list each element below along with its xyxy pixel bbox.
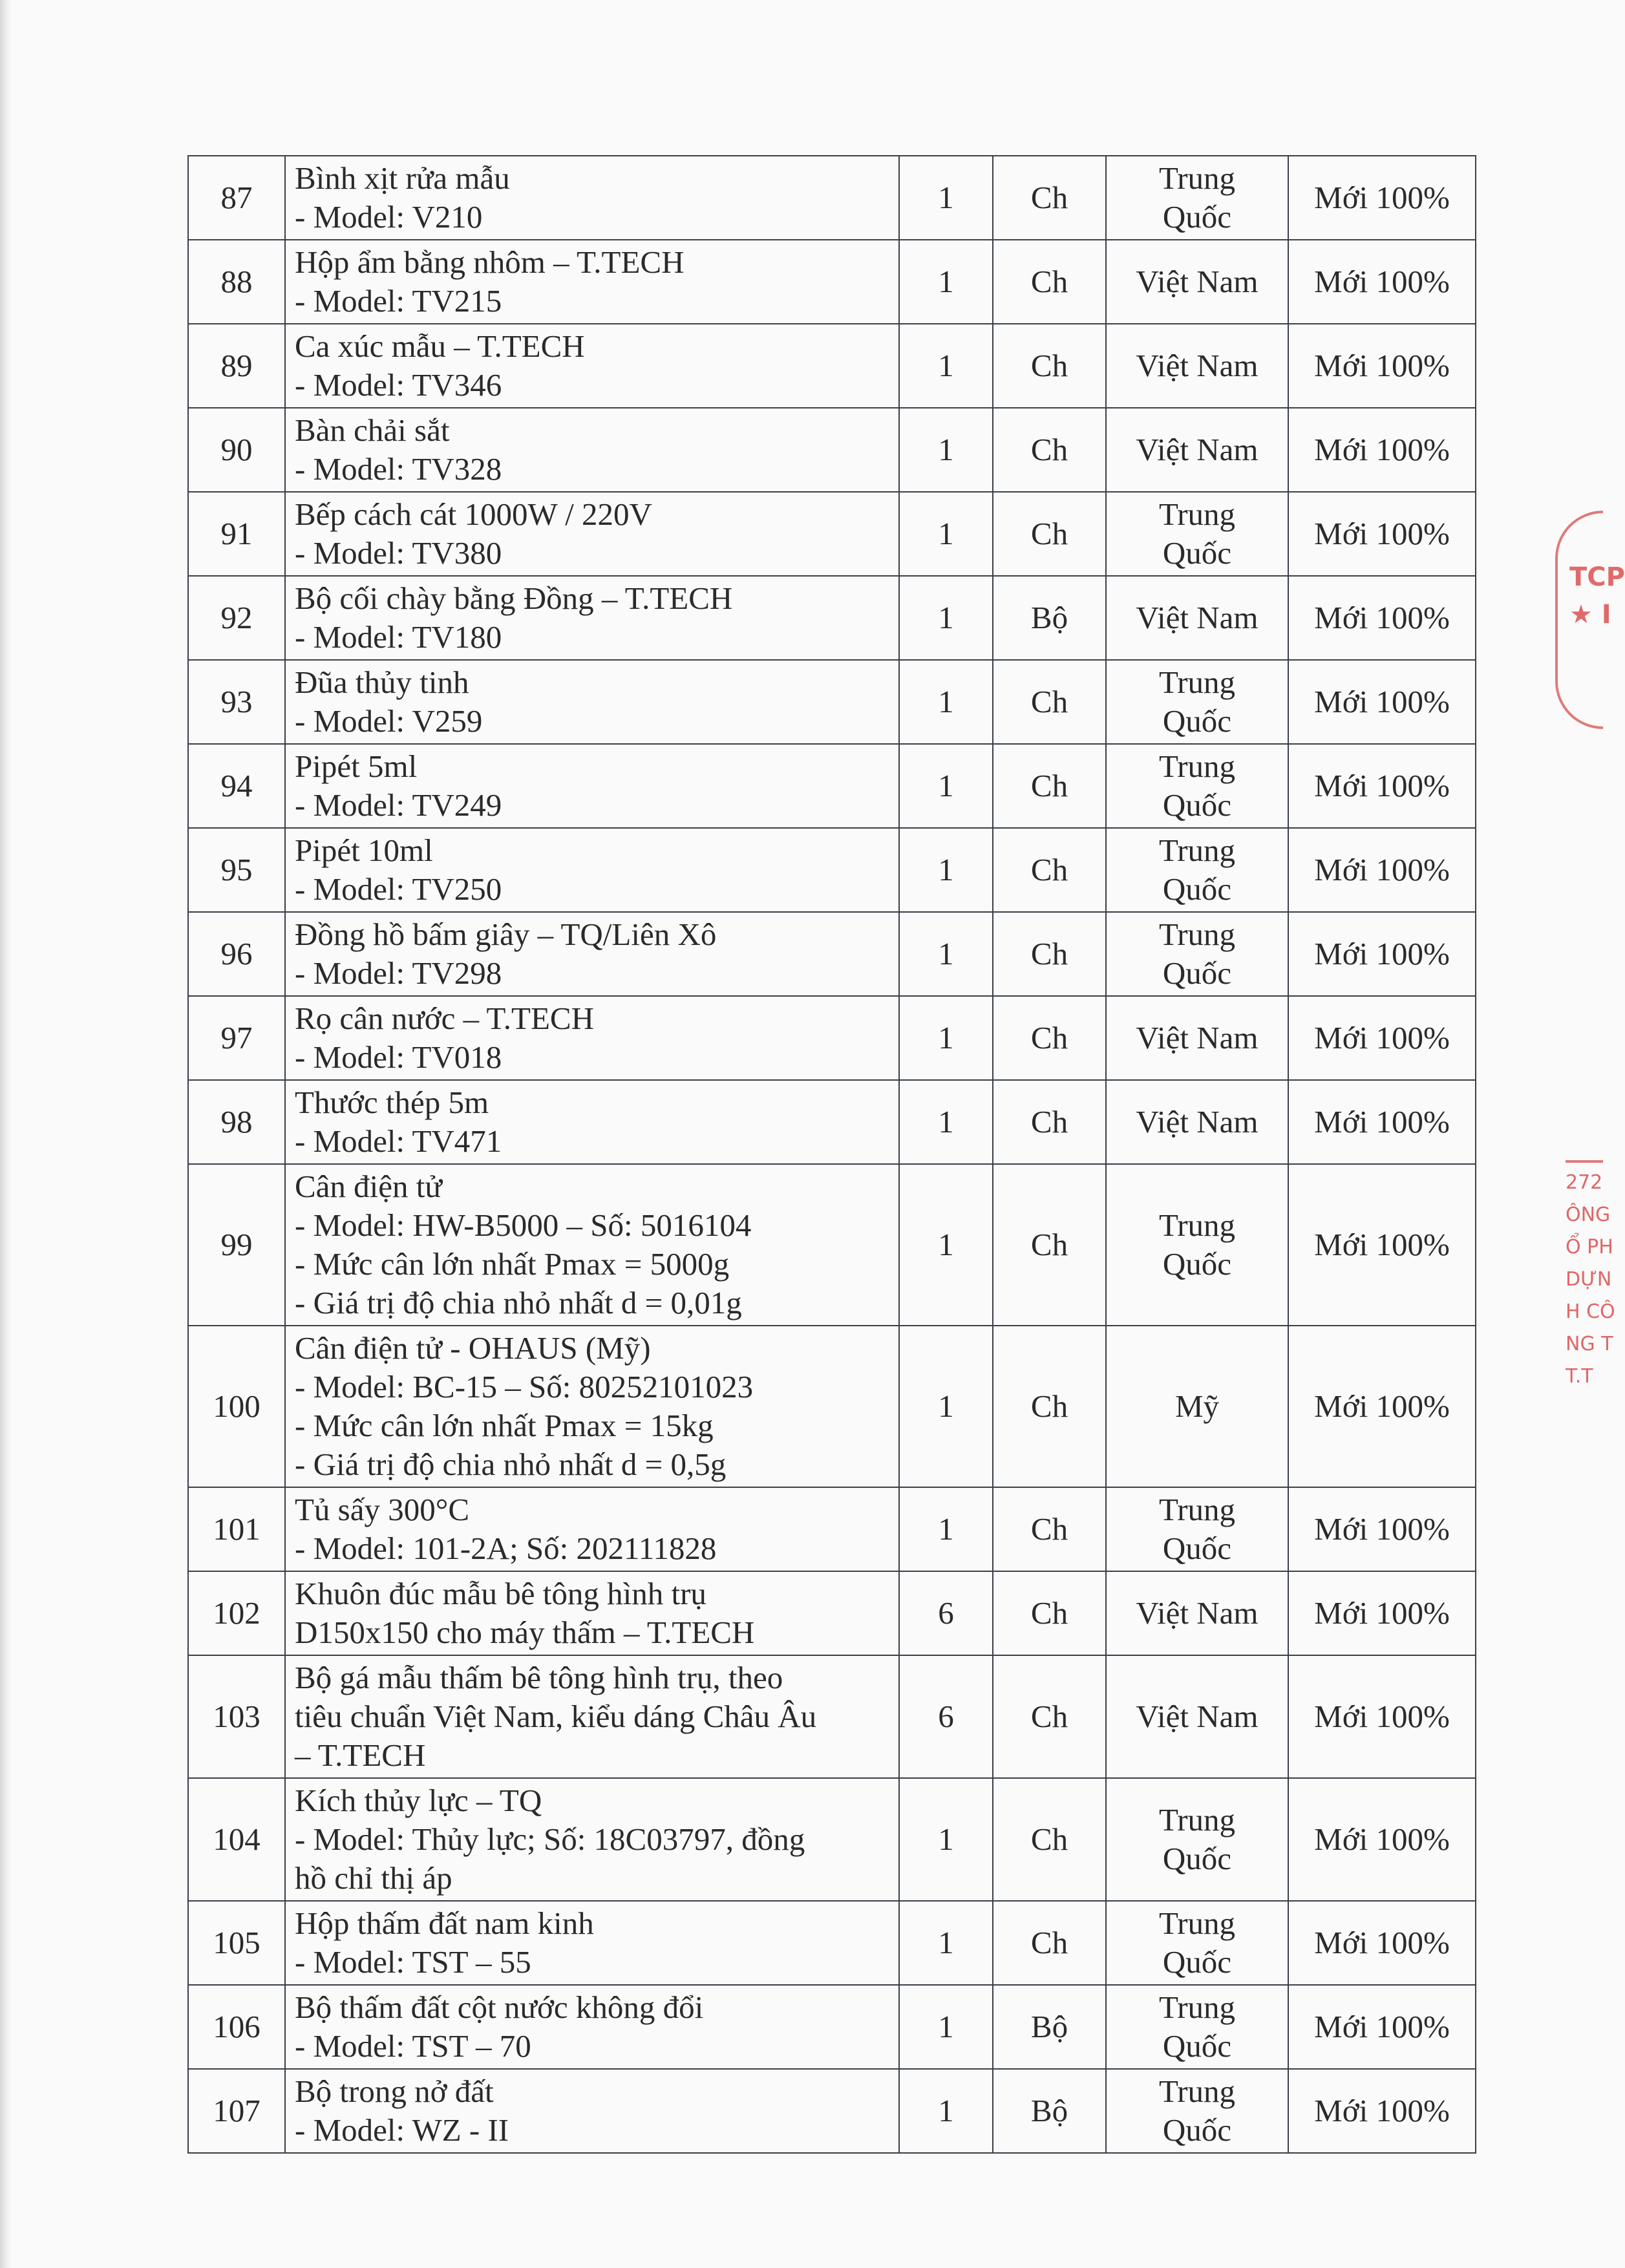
unit: Ch <box>993 1164 1106 1326</box>
item-name-line: - Model: TV298 <box>295 955 502 991</box>
condition: Mới 100% <box>1288 660 1476 744</box>
origin <box>1106 1487 1288 1571</box>
origin-line: Trung <box>1158 917 1236 952</box>
item-name-line: - Model: TV249 <box>295 787 502 823</box>
item-name-line: Hộp ẩm bằng nhôm – T.TECH <box>295 244 685 280</box>
item-name-line: Cân điện tử <box>295 1169 442 1204</box>
table-row <box>188 1571 1476 1655</box>
origin-line: Trung <box>1158 2073 1236 2109</box>
quantity: 1 <box>899 1985 993 2069</box>
origin-line: Quốc <box>1162 787 1232 823</box>
origin-line: Quốc <box>1162 2028 1232 2064</box>
item-name-line: Bộ gá mẫu thấm bê tông hình trụ, theo <box>295 1660 783 1695</box>
item-name-line: Tủ sấy 300°C <box>295 1492 470 1527</box>
table-row <box>188 1080 1476 1164</box>
item-name <box>285 1487 899 1571</box>
item-name <box>285 660 899 744</box>
table-row <box>188 1655 1476 1778</box>
row-number: 101 <box>188 1487 285 1571</box>
origin-line: Quốc <box>1162 1246 1232 1282</box>
origin-line: Quốc <box>1162 955 1232 991</box>
item-name-line: Pipét 5ml <box>295 748 418 784</box>
unit: Ch <box>993 1571 1106 1655</box>
quantity: 6 <box>899 1655 993 1778</box>
origin <box>1106 408 1288 492</box>
condition: Mới 100% <box>1288 156 1476 240</box>
row-number: 107 <box>188 2069 285 2153</box>
condition: Mới 100% <box>1288 576 1476 660</box>
unit: Ch <box>993 156 1106 240</box>
item-name <box>285 156 899 240</box>
origin-line: Quốc <box>1162 1531 1232 1566</box>
origin <box>1106 660 1288 744</box>
origin-line: Quốc <box>1162 1841 1232 1876</box>
item-name-line: hồ chỉ thị áp <box>295 1860 452 1896</box>
origin <box>1106 1901 1288 1985</box>
origin-line: Trung <box>1158 664 1236 700</box>
condition: Mới 100% <box>1288 996 1476 1080</box>
unit: Ch <box>993 1326 1106 1487</box>
row-number: 92 <box>188 576 285 660</box>
unit: Ch <box>993 1080 1106 1164</box>
item-name-line: Hộp thấm đất nam kinh <box>295 1905 594 1941</box>
origin <box>1106 2069 1288 2153</box>
condition: Mới 100% <box>1288 1778 1476 1901</box>
origin-line: Trung <box>1158 748 1236 784</box>
condition: Mới 100% <box>1288 1985 1476 2069</box>
condition: Mới 100% <box>1288 1655 1476 1778</box>
item-name-line: Đũa thủy tinh <box>295 664 469 700</box>
item-name-line: Bộ cối chày bằng Đồng – T.TECH <box>295 580 733 616</box>
row-number: 90 <box>188 408 285 492</box>
origin-line: Trung <box>1158 832 1236 868</box>
item-name-line: - Mức cân lớn nhất Pmax = 15kg <box>295 1408 714 1443</box>
item-name-line: Bàn chải sắt <box>295 412 450 448</box>
origin <box>1106 492 1288 576</box>
row-number: 100 <box>188 1326 285 1487</box>
unit: Ch <box>993 828 1106 912</box>
item-name-line: - Model: TV328 <box>295 451 502 487</box>
unit: Ch <box>993 240 1106 324</box>
row-number: 106 <box>188 1985 285 2069</box>
table-row <box>188 1164 1476 1326</box>
origin-line: Việt Nam <box>1136 600 1259 635</box>
quantity: 1 <box>899 1778 993 1901</box>
condition: Mới 100% <box>1288 1487 1476 1571</box>
table-row <box>188 912 1476 996</box>
item-name <box>285 744 899 828</box>
stamp-line: H CÔ <box>1566 1300 1615 1323</box>
item-name-line: Bộ thấm đất cột nước không đổi <box>295 1989 704 2025</box>
item-name-line: - Model: TST – 70 <box>295 2028 531 2064</box>
item-name-line: tiêu chuẩn Việt Nam, kiểu dáng Châu Âu <box>295 1699 817 1734</box>
condition: Mới 100% <box>1288 1901 1476 1985</box>
item-name-line: Bộ trong nở đất <box>295 2073 494 2109</box>
origin-line: Trung <box>1158 1207 1236 1243</box>
item-name-line: Pipét 10ml <box>295 832 433 868</box>
stamp-line: 272 <box>1566 1171 1603 1194</box>
row-number: 91 <box>188 492 285 576</box>
quantity: 1 <box>899 1487 993 1571</box>
table-row <box>188 492 1476 576</box>
item-name <box>285 1778 899 1901</box>
unit: Ch <box>993 1487 1106 1571</box>
condition: Mới 100% <box>1288 1080 1476 1164</box>
quantity: 1 <box>899 744 993 828</box>
origin-line: Việt Nam <box>1136 348 1259 383</box>
origin-line: Việt Nam <box>1136 1020 1259 1055</box>
table-row <box>188 1326 1476 1487</box>
item-name-line: - Model: Thủy lực; Số: 18C03797, đồng <box>295 1821 805 1857</box>
origin <box>1106 1571 1288 1655</box>
unit: Ch <box>993 744 1106 828</box>
quantity: 1 <box>899 1901 993 1985</box>
table-row <box>188 324 1476 408</box>
origin-line: Trung <box>1158 160 1236 196</box>
row-number: 105 <box>188 1901 285 1985</box>
item-name <box>285 1985 899 2069</box>
unit: Ch <box>993 408 1106 492</box>
stamp-line: ÔNG <box>1566 1203 1611 1226</box>
quantity: 1 <box>899 1326 993 1487</box>
item-name-line: - Model: TST – 55 <box>295 1944 531 1980</box>
origin <box>1106 744 1288 828</box>
origin-line: Trung <box>1158 1802 1236 1838</box>
row-number: 104 <box>188 1778 285 1901</box>
unit: Bộ <box>993 2069 1106 2153</box>
origin-line: Quốc <box>1162 1944 1232 1980</box>
condition: Mới 100% <box>1288 408 1476 492</box>
condition: Mới 100% <box>1288 1571 1476 1655</box>
item-name-line: - Model: TV380 <box>295 535 502 571</box>
unit: Ch <box>993 1901 1106 1985</box>
item-name-line: – T.TECH <box>295 1737 426 1773</box>
item-name <box>285 408 899 492</box>
unit: Ch <box>993 996 1106 1080</box>
item-name-line: D150x150 cho máy thấm – T.TECH <box>295 1615 755 1650</box>
condition: Mới 100% <box>1288 828 1476 912</box>
origin-line: Trung <box>1158 1492 1236 1527</box>
origin-line: Quốc <box>1162 199 1232 235</box>
condition: Mới 100% <box>1288 1326 1476 1487</box>
origin-line: Việt Nam <box>1136 432 1259 467</box>
item-name <box>285 1326 899 1487</box>
stamp-line: DỰN <box>1566 1268 1612 1291</box>
unit: Bộ <box>993 1985 1106 2069</box>
quantity: 1 <box>899 912 993 996</box>
row-number: 89 <box>188 324 285 408</box>
origin-line: Việt Nam <box>1136 264 1259 299</box>
item-name-line: - Model: TV471 <box>295 1123 502 1159</box>
origin-line: Quốc <box>1162 535 1232 571</box>
condition: Mới 100% <box>1288 492 1476 576</box>
origin <box>1106 1164 1288 1326</box>
origin <box>1106 996 1288 1080</box>
item-name <box>285 324 899 408</box>
item-name <box>285 1080 899 1164</box>
quantity: 1 <box>899 1164 993 1326</box>
item-name-line: - Model: TV018 <box>295 1039 502 1075</box>
item-name-line: - Giá trị độ chia nhỏ nhất d = 0,5g <box>295 1447 727 1482</box>
table-row <box>188 1985 1476 2069</box>
origin <box>1106 156 1288 240</box>
quantity: 1 <box>899 492 993 576</box>
item-name-line: Bếp cách cát 1000W / 220V <box>295 496 652 532</box>
item-name-line: Rọ cân nước – T.TECH <box>295 1001 594 1036</box>
origin <box>1106 1080 1288 1164</box>
quantity: 1 <box>899 408 993 492</box>
row-number: 94 <box>188 744 285 828</box>
scan-edge <box>0 0 12 2268</box>
quantity: 1 <box>899 1080 993 1164</box>
condition: Mới 100% <box>1288 2069 1476 2153</box>
item-name-line: - Model: HW-B5000 – Số: 5016104 <box>295 1207 752 1243</box>
item-name-line: - Model: TV215 <box>295 283 502 319</box>
item-name <box>285 2069 899 2153</box>
origin <box>1106 1778 1288 1901</box>
origin-line: Trung <box>1158 496 1236 532</box>
item-name <box>285 996 899 1080</box>
quantity: 1 <box>899 660 993 744</box>
origin-line: Quốc <box>1162 2112 1232 2148</box>
origin-line: Trung <box>1158 1989 1236 2025</box>
item-name <box>285 1571 899 1655</box>
origin-line: Quốc <box>1162 871 1232 907</box>
origin-line: Việt Nam <box>1136 1104 1259 1139</box>
table-row <box>188 1778 1476 1901</box>
unit: Ch <box>993 912 1106 996</box>
red-stamp-top <box>1555 511 1625 729</box>
item-name-line: - Model: V259 <box>295 703 483 739</box>
item-name-line: - Mức cân lớn nhất Pmax = 5000g <box>295 1246 730 1282</box>
origin <box>1106 1985 1288 2069</box>
item-name <box>285 1655 899 1778</box>
item-name <box>285 912 899 996</box>
row-number: 99 <box>188 1164 285 1326</box>
table-row <box>188 828 1476 912</box>
stamp-text: TCP ★ I <box>1569 562 1625 630</box>
unit: Ch <box>993 324 1106 408</box>
red-stamp-middle <box>1566 1160 1615 1445</box>
unit: Ch <box>993 1778 1106 1901</box>
origin <box>1106 576 1288 660</box>
unit: Ch <box>993 1655 1106 1778</box>
item-name-line: Đồng hồ bấm giây – TQ/Liên Xô <box>295 917 717 952</box>
quantity: 1 <box>899 996 993 1080</box>
table-row <box>188 2069 1476 2153</box>
row-number: 93 <box>188 660 285 744</box>
item-name-line: - Model: V210 <box>295 199 483 235</box>
quantity: 1 <box>899 324 993 408</box>
row-number: 97 <box>188 996 285 1080</box>
item-name <box>285 828 899 912</box>
row-number: 88 <box>188 240 285 324</box>
origin-line: Quốc <box>1162 703 1232 739</box>
table-row <box>188 576 1476 660</box>
row-number: 87 <box>188 156 285 240</box>
condition: Mới 100% <box>1288 240 1476 324</box>
item-name-line: Cân điện tử - OHAUS (Mỹ) <box>295 1330 651 1366</box>
item-name-line: - Model: BC-15 – Số: 80252101023 <box>295 1369 754 1404</box>
item-name-line: Bình xịt rửa mẫu <box>295 160 510 196</box>
origin <box>1106 912 1288 996</box>
origin-line: Việt Nam <box>1136 1595 1259 1631</box>
unit: Ch <box>993 492 1106 576</box>
quantity: 1 <box>899 156 993 240</box>
row-number: 98 <box>188 1080 285 1164</box>
equipment-table <box>187 155 1476 2154</box>
quantity: 6 <box>899 1571 993 1655</box>
item-name-line: - Model: TV346 <box>295 367 502 403</box>
quantity: 1 <box>899 2069 993 2153</box>
item-name <box>285 576 899 660</box>
stamp-line: Ổ PH <box>1566 1236 1613 1258</box>
item-name-line: - Model: 101-2A; Số: 202111828 <box>295 1531 717 1566</box>
origin <box>1106 240 1288 324</box>
quantity: 1 <box>899 828 993 912</box>
item-name-line: Thước thép 5m <box>295 1085 489 1120</box>
quantity: 1 <box>899 240 993 324</box>
table-row <box>188 744 1476 828</box>
item-name <box>285 492 899 576</box>
row-number: 95 <box>188 828 285 912</box>
table-row <box>188 996 1476 1080</box>
stamp-line: T.T <box>1566 1365 1593 1388</box>
table-row <box>188 156 1476 240</box>
origin <box>1106 1655 1288 1778</box>
item-name <box>285 1901 899 1985</box>
origin <box>1106 324 1288 408</box>
condition: Mới 100% <box>1288 744 1476 828</box>
table-row <box>188 240 1476 324</box>
unit: Ch <box>993 660 1106 744</box>
item-name-line: - Model: TV250 <box>295 871 502 907</box>
item-name-line: - Giá trị độ chia nhỏ nhất d = 0,01g <box>295 1285 742 1320</box>
table-row <box>188 1487 1476 1571</box>
table-row <box>188 408 1476 492</box>
origin <box>1106 828 1288 912</box>
condition: Mới 100% <box>1288 912 1476 996</box>
origin-line: Trung <box>1158 1905 1236 1941</box>
item-name <box>285 240 899 324</box>
origin <box>1106 1326 1288 1487</box>
table-row <box>188 660 1476 744</box>
row-number: 102 <box>188 1571 285 1655</box>
row-number: 103 <box>188 1655 285 1778</box>
item-name-line: - Model: TV180 <box>295 619 502 655</box>
quantity: 1 <box>899 576 993 660</box>
condition: Mới 100% <box>1288 1164 1476 1326</box>
row-number: 96 <box>188 912 285 996</box>
item-name-line: Khuôn đúc mẫu bê tông hình trụ <box>295 1576 706 1611</box>
origin-line: Mỹ <box>1174 1388 1220 1424</box>
stamp-line: NG T <box>1566 1333 1613 1355</box>
condition: Mới 100% <box>1288 324 1476 408</box>
item-name <box>285 1164 899 1326</box>
origin-line: Việt Nam <box>1136 1699 1259 1734</box>
item-name-line: Ca xúc mẫu – T.TECH <box>295 328 585 364</box>
table-row <box>188 1901 1476 1985</box>
item-name-line: Kích thủy lực – TQ <box>295 1783 542 1818</box>
item-name-line: - Model: WZ - II <box>295 2112 509 2148</box>
unit: Bộ <box>993 576 1106 660</box>
